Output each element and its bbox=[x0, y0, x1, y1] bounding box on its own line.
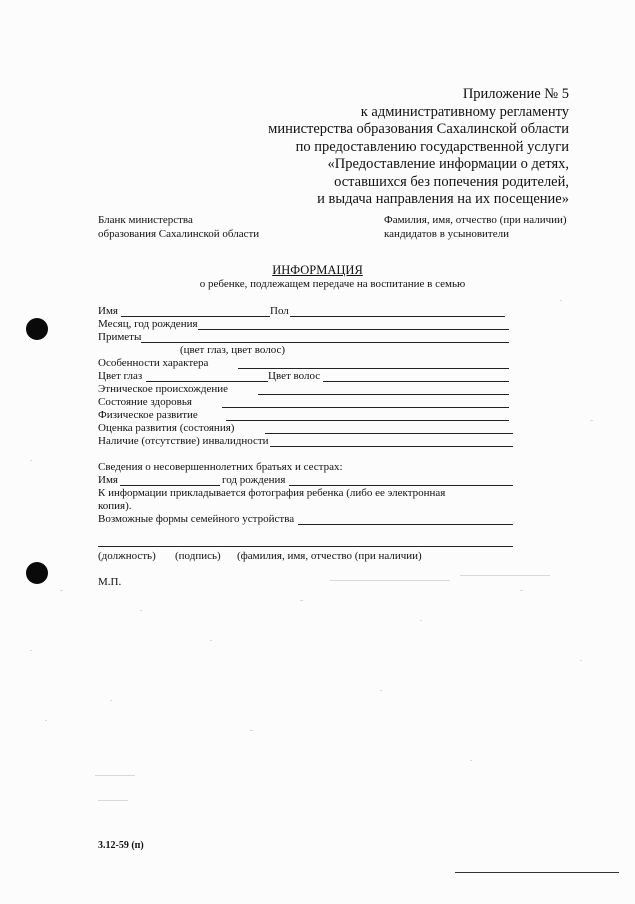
family-forms-field[interactable] bbox=[298, 524, 513, 525]
sign-position-label: (должность) bbox=[98, 550, 156, 562]
ethnic-label: Этническое происхождение bbox=[98, 383, 229, 395]
bottom-rule bbox=[455, 872, 619, 873]
form-title bbox=[0, 263, 635, 278]
blank-line: образования Сахалинской области bbox=[98, 228, 260, 240]
birth-label: Месяц, год рождения bbox=[98, 318, 198, 330]
appendix-line: по предоставлению государственной услуги bbox=[295, 138, 569, 155]
family-forms-label: Возможные формы семейного устройства bbox=[98, 513, 295, 525]
sibling-name-label: Имя bbox=[98, 474, 118, 486]
signs-label: Приметы bbox=[98, 331, 142, 343]
appendix-line: Приложение № 5 bbox=[462, 86, 569, 102]
punch-hole bbox=[26, 318, 48, 340]
sibling-birth-label: год рождения bbox=[222, 474, 286, 486]
photo-note-line1: К информации прикладывается фотография ребенка (либо ее электронная bbox=[98, 487, 446, 499]
appendix-line: оставшихся без попечения родителей, bbox=[334, 173, 569, 190]
ministry-blank bbox=[98, 213, 259, 241]
physical-field[interactable] bbox=[226, 420, 509, 421]
health-label: Состояние здоровья bbox=[98, 396, 192, 408]
ethnic-field[interactable] bbox=[258, 394, 509, 395]
hair-color-label: Цвет волос bbox=[268, 370, 321, 382]
signature-line[interactable] bbox=[98, 546, 513, 547]
candidates-line: Фамилия, имя, отчество (при наличии) bbox=[384, 214, 567, 226]
candidates-line: кандидатов в усыновители bbox=[384, 228, 509, 240]
character-label: Особенности характера bbox=[98, 357, 209, 369]
health-field[interactable] bbox=[222, 407, 509, 408]
sign-signature-label: (подпись) bbox=[175, 550, 221, 562]
sign-fio-label: (фамилия, имя, отчество (при наличии) bbox=[237, 550, 422, 562]
appendix-line: «Предоставление информации о детях, bbox=[327, 156, 569, 172]
punch-hole bbox=[26, 562, 48, 584]
disability-field[interactable] bbox=[270, 446, 513, 447]
candidates-block bbox=[384, 213, 567, 241]
hair-color-field[interactable] bbox=[323, 381, 509, 382]
physical-label: Физическое развитие bbox=[98, 409, 198, 421]
disability-label: Наличие (отсутствие) инвалидности bbox=[98, 435, 269, 447]
form-title-text: ИНФОРМАЦИЯ bbox=[272, 263, 363, 277]
stamp-label: М.П. bbox=[98, 576, 122, 588]
photo-note-line2: копия). bbox=[98, 500, 132, 512]
form-subtitle: о ребенке, подлежащем передаче на воспитание в семью bbox=[199, 278, 466, 290]
birth-field[interactable] bbox=[198, 329, 509, 330]
development-label: Оценка развития (состояния) bbox=[98, 422, 235, 434]
appendix-line: министерства образования Сахалинской области bbox=[268, 121, 569, 137]
appendix-line: к административному регламенту bbox=[360, 103, 569, 120]
appendix-block bbox=[268, 86, 569, 209]
name-label: Имя bbox=[98, 305, 118, 317]
form-code: 3.12-59 (п) bbox=[98, 840, 144, 851]
blank-line: Бланк министерства bbox=[98, 214, 193, 226]
siblings-label: Сведения о несовершеннолетних братьях и сестрах: bbox=[98, 461, 343, 473]
signs-hint: (цвет глаз, цвет волос) bbox=[180, 344, 286, 356]
eye-color-label: Цвет глаз bbox=[98, 370, 143, 382]
development-field[interactable] bbox=[265, 433, 513, 434]
sex-field[interactable] bbox=[290, 316, 505, 317]
sex-label: Пол bbox=[270, 305, 289, 317]
appendix-line: и выдача направления на их посещение» bbox=[317, 191, 569, 207]
